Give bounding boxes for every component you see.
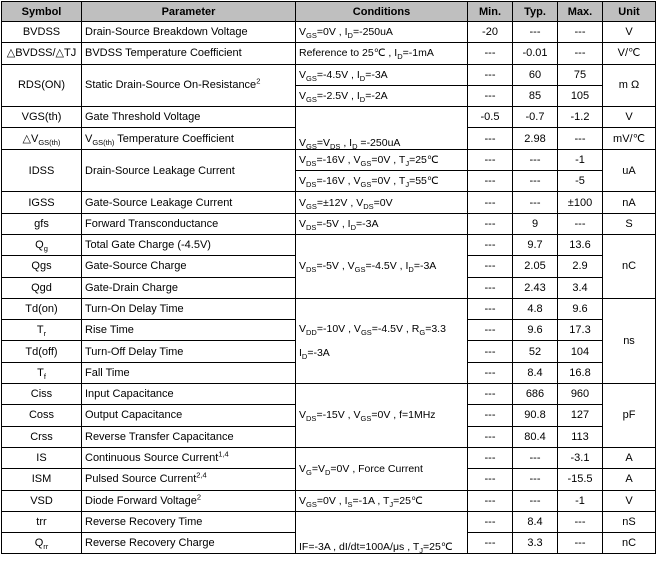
cell-symbol: Td(off): [2, 341, 82, 362]
header-typ: Typ.: [513, 2, 558, 22]
cell-symbol: VSD: [2, 490, 82, 511]
cell-conditions: $V_{DS}=-16V$ , $V_{GS}=0V$ , $T_J=25℃$: [296, 149, 468, 170]
cell-conditions: $V_{DS}=-5V$ , $V_{GS}=-4.5V$ , $I_D=-3A$: [296, 234, 468, 298]
cell-typ: ---: [513, 469, 558, 490]
header-row: [2, 2, 656, 22]
cell-typ: 85: [513, 85, 558, 106]
cell-min: ---: [468, 405, 513, 426]
cell-parameter: Output Capacitance: [82, 405, 296, 426]
cell-unit: nC: [603, 533, 656, 554]
cell-parameter: Diode Forward Voltage$^2$: [82, 490, 296, 511]
cell-parameter: Total Gate Charge (-4.5V): [82, 234, 296, 255]
cell-min: ---: [468, 128, 513, 149]
cell-typ: -0.7: [513, 107, 558, 128]
cell-max: 9.6: [558, 298, 603, 319]
header-unit: Unit: [603, 2, 656, 22]
cell-unit: S: [603, 213, 656, 234]
cell-typ: 90.8: [513, 405, 558, 426]
cell-symbol: $T_r$: [2, 320, 82, 341]
cell-parameter: Input Capacitance: [82, 384, 296, 405]
cell-typ: 686: [513, 384, 558, 405]
electrical-characteristics-table: [1, 1, 656, 554]
cell-symbol: VGS(th): [2, 107, 82, 128]
cell-symbol: ISM: [2, 469, 82, 490]
cell-max: 3.4: [558, 277, 603, 298]
table-row: [2, 43, 656, 64]
cell-conditions: $V_G=V_D=0V$ , Force Current: [296, 447, 468, 490]
cell-unit: A: [603, 447, 656, 468]
cell-conditions: $V_{DD}=-10V$ , $V_{GS}=-4.5V$ , $R_G=3.3$ $I_D=-3A$: [296, 298, 468, 383]
cell-unit: ns: [603, 298, 656, 383]
cell-symbol: $T_f$: [2, 362, 82, 383]
cell-min: ---: [468, 277, 513, 298]
cell-min: ---: [468, 171, 513, 192]
cell-unit: A: [603, 469, 656, 490]
cell-max: -1.2: [558, 107, 603, 128]
cell-min: ---: [468, 64, 513, 85]
cell-symbol: trr: [2, 511, 82, 532]
cell-typ: 2.05: [513, 256, 558, 277]
cell-parameter: Drain-Source Breakdown Voltage: [82, 22, 296, 43]
cell-unit: mV/℃: [603, 128, 656, 149]
cell-symbol: RDS(ON): [2, 64, 82, 107]
cell-min: -0.5: [468, 107, 513, 128]
cell-typ: ---: [513, 490, 558, 511]
cell-typ: ---: [513, 149, 558, 170]
cell-min: ---: [468, 234, 513, 255]
cell-min: -20: [468, 22, 513, 43]
table-row: [2, 298, 656, 319]
table-row: [2, 490, 656, 511]
cell-symbol: gfs: [2, 213, 82, 234]
cell-parameter: Fall Time: [82, 362, 296, 383]
cell-parameter: $V_{GS(th)}$ Temperature Coefficient: [82, 128, 296, 149]
cell-min: ---: [468, 192, 513, 213]
cell-unit: nA: [603, 192, 656, 213]
header-max: Max.: [558, 2, 603, 22]
cell-max: -1: [558, 490, 603, 511]
cell-max: -5: [558, 171, 603, 192]
cell-max: -3.1: [558, 447, 603, 468]
cell-max: 2.9: [558, 256, 603, 277]
cell-parameter: Gate Threshold Voltage: [82, 107, 296, 128]
cell-max: ---: [558, 22, 603, 43]
cell-min: ---: [468, 490, 513, 511]
cell-min: ---: [468, 213, 513, 234]
cell-conditions: $V_{GS}=\pm 12V$ , $V_{DS}=0V$: [296, 192, 468, 213]
cell-symbol: IDSS: [2, 149, 82, 192]
cell-typ: 9.7: [513, 234, 558, 255]
cell-unit: nC: [603, 234, 656, 298]
cell-conditions: Reference to 25℃ , $I_D=-1mA$: [296, 43, 468, 64]
cell-max: 17.3: [558, 320, 603, 341]
cell-max: ---: [558, 213, 603, 234]
cell-unit: m Ω: [603, 64, 656, 107]
cell-parameter: Reverse Recovery Charge: [82, 533, 296, 554]
cell-conditions: $V_{GS}=-2.5V$ , $I_D=-2A$: [296, 85, 468, 106]
cell-max: ---: [558, 43, 603, 64]
cell-parameter: Continuous Source Current$^{1,4}$: [82, 447, 296, 468]
cell-unit: V/℃: [603, 43, 656, 64]
cell-max: ---: [558, 533, 603, 554]
cell-min: ---: [468, 298, 513, 319]
cell-conditions: $V_{GS}=0V$ , $I_S=-1A$ , $T_J=25℃$: [296, 490, 468, 511]
cell-parameter: Gate-Source Charge: [82, 256, 296, 277]
table-row: [2, 22, 656, 43]
cell-typ: 52: [513, 341, 558, 362]
cell-parameter: Turn-Off Delay Time: [82, 341, 296, 362]
cell-conditions: $V_{GS}=V_{DS}$ , $I_D =-250uA$: [296, 107, 468, 150]
cell-max: 127: [558, 405, 603, 426]
cell-symbol: BVDSS: [2, 22, 82, 43]
cell-parameter: Reverse Transfer Capacitance: [82, 426, 296, 447]
header-parameter: Parameter: [82, 2, 296, 22]
cell-parameter: Pulsed Source Current$^{2,4}$: [82, 469, 296, 490]
cell-typ: 80.4: [513, 426, 558, 447]
cell-typ: 8.4: [513, 362, 558, 383]
cell-conditions: $V_{DS}=-5V$ , $I_D=-3A$: [296, 213, 468, 234]
cell-parameter: Gate-Source Leakage Current: [82, 192, 296, 213]
cell-max: 113: [558, 426, 603, 447]
cell-conditions: $V_{DS}=-15V$ , $V_{GS}=0V$ , f=1MHz: [296, 384, 468, 448]
cell-conditions: $V_{GS}=-4.5V$ , $I_D=-3A$: [296, 64, 468, 85]
cell-typ: ---: [513, 171, 558, 192]
cell-parameter: Forward Transconductance: [82, 213, 296, 234]
table-row: [2, 192, 656, 213]
cell-max: -1: [558, 149, 603, 170]
cell-unit: pF: [603, 384, 656, 448]
cell-min: ---: [468, 384, 513, 405]
cell-symbol: Qgd: [2, 277, 82, 298]
table-row: [2, 149, 656, 170]
cell-symbol: △BVDSS/△TJ: [2, 43, 82, 64]
cell-typ: 8.4: [513, 511, 558, 532]
cell-parameter: Reverse Recovery Time: [82, 511, 296, 532]
cell-parameter: Rise Time: [82, 320, 296, 341]
cell-min: ---: [468, 447, 513, 468]
cell-max: ---: [558, 128, 603, 149]
cell-typ: ---: [513, 447, 558, 468]
cell-min: ---: [468, 341, 513, 362]
table-row: [2, 107, 656, 128]
cell-conditions: $V_{DS}=-16V$ , $V_{GS}=0V$ , $T_J=55℃$: [296, 171, 468, 192]
cell-min: ---: [468, 511, 513, 532]
cell-max: 16.8: [558, 362, 603, 383]
cell-symbol: Td(on): [2, 298, 82, 319]
cell-min: ---: [468, 362, 513, 383]
table-row: [2, 64, 656, 85]
cell-min: ---: [468, 256, 513, 277]
header-conditions: Conditions: [296, 2, 468, 22]
cell-parameter: BVDSS Temperature Coefficient: [82, 43, 296, 64]
cell-symbol: Crss: [2, 426, 82, 447]
cell-typ: 60: [513, 64, 558, 85]
cell-symbol: IGSS: [2, 192, 82, 213]
cell-unit: V: [603, 107, 656, 128]
cell-typ: 4.8: [513, 298, 558, 319]
cell-max: 75: [558, 64, 603, 85]
cell-symbol: $Q_{rr}$: [2, 533, 82, 554]
cell-symbol: IS: [2, 447, 82, 468]
cell-parameter: Static Drain-Source On-Resistance$^2$: [82, 64, 296, 107]
cell-min: ---: [468, 85, 513, 106]
cell-typ: 3.3: [513, 533, 558, 554]
header-symbol: Symbol: [2, 2, 82, 22]
cell-parameter: Drain-Source Leakage Current: [82, 149, 296, 192]
cell-min: ---: [468, 426, 513, 447]
cell-typ: ---: [513, 192, 558, 213]
cell-symbol: $Q_g$: [2, 234, 82, 255]
table-row: [2, 213, 656, 234]
cell-min: ---: [468, 43, 513, 64]
table-row: [2, 234, 656, 255]
cell-max: -15.5: [558, 469, 603, 490]
cell-unit: uA: [603, 149, 656, 192]
cell-symbol: Ciss: [2, 384, 82, 405]
cell-typ: 2.98: [513, 128, 558, 149]
cell-unit: nS: [603, 511, 656, 532]
cell-conditions: IF=-3A , dI/dt=100A/μs , $T_J=25℃$: [296, 511, 468, 554]
cell-min: ---: [468, 149, 513, 170]
cell-max: 104: [558, 341, 603, 362]
cell-max: 105: [558, 85, 603, 106]
cell-symbol: Coss: [2, 405, 82, 426]
header-min: Min.: [468, 2, 513, 22]
cell-symbol: Qgs: [2, 256, 82, 277]
cell-typ: ---: [513, 22, 558, 43]
cell-unit: V: [603, 490, 656, 511]
cell-typ: 2.43: [513, 277, 558, 298]
cell-parameter: Gate-Drain Charge: [82, 277, 296, 298]
cell-min: ---: [468, 320, 513, 341]
table-row: [2, 511, 656, 532]
cell-unit: V: [603, 22, 656, 43]
cell-symbol: $\triangle V_{GS(th)}$: [2, 128, 82, 149]
cell-typ: -0.01: [513, 43, 558, 64]
cell-parameter: Turn-On Delay Time: [82, 298, 296, 319]
cell-max: 960: [558, 384, 603, 405]
table-row: [2, 447, 656, 468]
cell-typ: 9: [513, 213, 558, 234]
cell-max: 13.6: [558, 234, 603, 255]
cell-typ: 9.6: [513, 320, 558, 341]
cell-min: ---: [468, 469, 513, 490]
cell-conditions: $V_{GS}=0V$ , $I_D=-250uA$: [296, 22, 468, 43]
table-row: [2, 384, 656, 405]
cell-max: ±100: [558, 192, 603, 213]
cell-min: ---: [468, 533, 513, 554]
cell-max: ---: [558, 511, 603, 532]
